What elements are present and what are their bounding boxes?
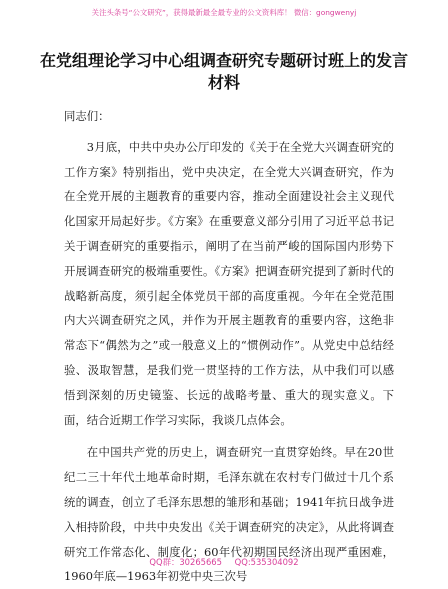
header-promo-note: 关注头条号“公文研究”，获得最新最全最专业的公文资料库！ 微信：gongwenyj <box>91 8 357 17</box>
footer-contact: QQ群：30265665 QQ:535304092 <box>149 557 299 567</box>
greeting: 同志们： <box>64 109 110 123</box>
body-paragraph-1: 3月底，中共中央办公厅印发的《关于在全党大兴调查研究的工作方案》特别指出，党中央决定，在全党大兴调查研究，作为在全党开展的主题教育的重要内容，推动全面建设社会主义现代化国家开局起好步。《方案》在重要意义部分引用了习近平总书记关于调查研究的重要指示，阐明了在当前严峻的国际国内形势下开展调查研究的极端重要性。《方案》把调查研究提到了新时代的战略新高度，须引起全体党员干部的高度重视。今年在全党范围内大兴调查研究之风，并作为开展主题教育的重要内容，这绝非常态下“偶然为之”或一般意义上的“惯例动作”。从党史中总结经验、汲取智慧，是我们党一贯坚持的工作方法，从中我们可以感悟到深刻的历史镜鉴、长远的战略考量、重大的现实意义。下面，结合近期工作学习实际，我谈几点体会。 <box>64 139 394 427</box>
document-body <box>64 104 394 589</box>
body-paragraph-2: 在中国共产党的历史上，调查研究一直贯穿始终。早在20世纪二三十年代土地革命时期，毛泽东就在农村专门做过十几个系统的调查，创立了毛泽东思想的雏形和基础；1941年抗日战争进入相持阶段，中共中央发出《关于调查研究的决定》，从此将调查研究工作常态化、制度化；60年代初期国民经济出现严重困难，1960年底—1963年初党中央三次号 <box>64 445 394 584</box>
document-title: 在党组理论学习中心组调查研究专题研讨班上的发言材料 <box>40 51 409 92</box>
